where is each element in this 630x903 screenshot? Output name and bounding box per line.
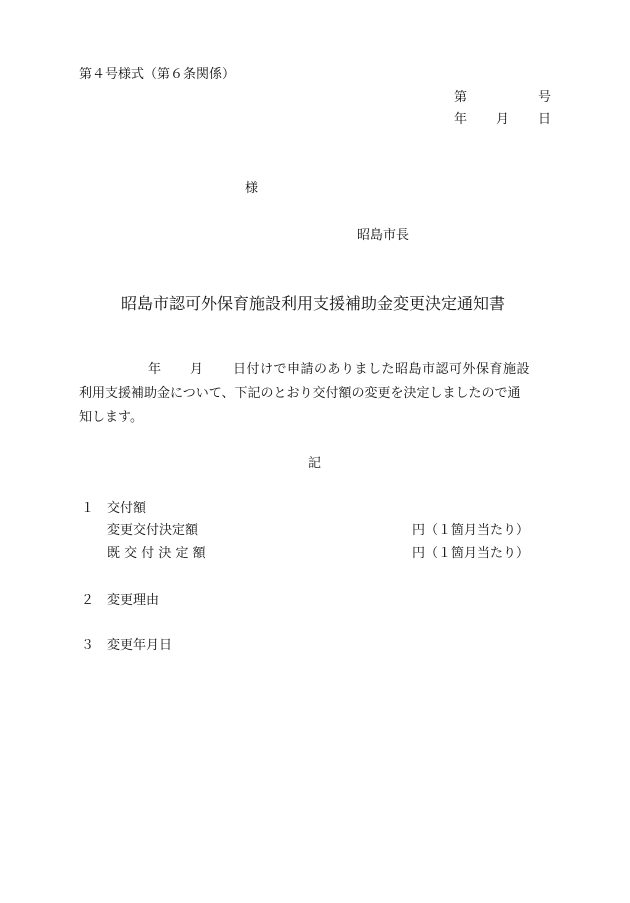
date-day: 日: [538, 112, 552, 127]
doc-number-suffix: 号: [538, 90, 552, 105]
body-line1: 日付けで申請のありました昭島市認可外保育施設: [233, 362, 531, 377]
body-line2: 利用支援補助金について、下記のとおり交付額の変更を決定しましたので通: [79, 386, 521, 401]
body-year: 年: [148, 362, 162, 377]
item-label: 変更年月日: [107, 638, 173, 653]
date-month: 月: [496, 112, 510, 127]
item-label: 変更理由: [107, 593, 160, 608]
form-label: 第４号様式（第６条関係）: [79, 67, 236, 82]
date-year: 年: [454, 112, 468, 127]
body-month: 月: [190, 362, 204, 377]
ki-heading: 記: [308, 456, 322, 471]
amount-row-label: 既 交 付 決 定 額: [107, 546, 206, 561]
item-number: ３: [81, 638, 95, 653]
page-title: 昭島市認可外保育施設利用支援補助金変更決定通知書: [121, 294, 506, 313]
doc-number-prefix: 第: [454, 90, 468, 105]
item-number: ２: [81, 593, 95, 608]
amount-row-value: 円（１箇月当たり）: [412, 546, 530, 561]
body-line3: 知します。: [79, 410, 143, 425]
recipient-suffix: 様: [245, 181, 259, 196]
amount-row-value: 円（１箇月当たり）: [412, 523, 530, 538]
item-number: １: [81, 501, 95, 516]
amount-row-label: 変更交付決定額: [107, 523, 199, 538]
issuer: 昭島市長: [357, 228, 410, 243]
item-label: 交付額: [107, 501, 147, 516]
